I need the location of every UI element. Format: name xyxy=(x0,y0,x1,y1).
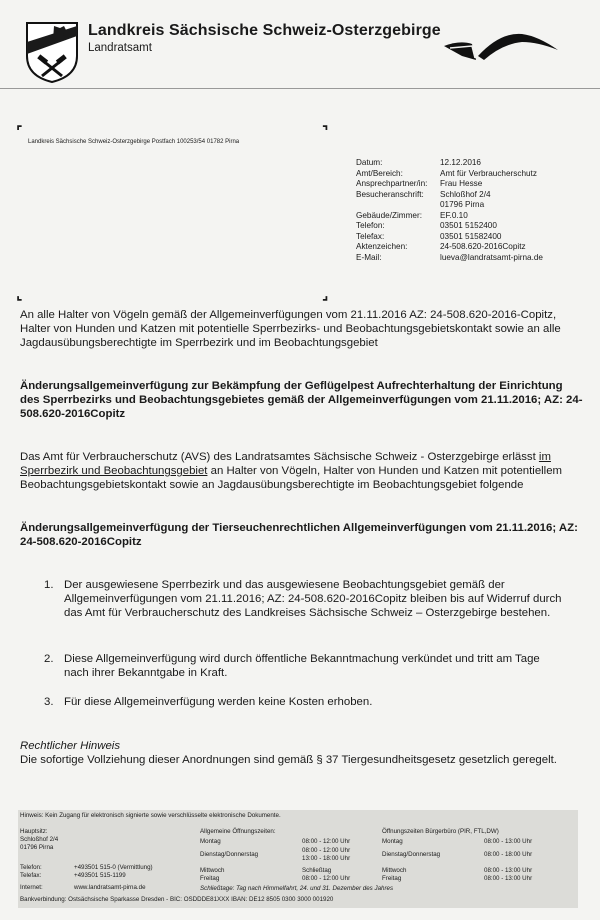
info-value: 24-508.620-2016Copitz xyxy=(440,242,526,251)
bb-time: 08:00 - 13:00 Uhr xyxy=(484,875,533,882)
org-subtitle: Landratsamt xyxy=(88,42,152,54)
corner-mark-bottom-left: ⌞ xyxy=(16,286,23,302)
info-label: E-Mail: xyxy=(356,252,382,262)
info-value: EF.0.10 xyxy=(440,210,468,220)
info-value: Frau Hesse xyxy=(440,179,483,188)
list-item-text: Der ausgewiesene Sperrbezirk und das ausgewiesene Beobachtungsgebiet gemäß der Allgemeinverfügungen vom 21.11.2016; AZ: 24-508.620-2016Copitz bleiben bis auf Widerruf durch das Amt für Verbraucherschutz des Landkreises Sächsische Schweiz – Osterzgebirge bestehen. xyxy=(64,579,562,619)
bb-day: Dienstag/Donnerstag xyxy=(382,851,441,858)
info-label: Datum: xyxy=(356,158,383,167)
hours-title: Allgemeine Öffnungszeiten: xyxy=(200,828,276,835)
info-value: 03501 5152400 xyxy=(440,221,497,230)
website-link[interactable]: www.landratsamt-pirna.de xyxy=(74,884,146,891)
bb-time: 08:00 - 18:00 Uhr xyxy=(484,851,533,858)
citizen-office-title: Öffnungszeiten Bürgerbüro (PIR, FTL,DW) xyxy=(382,828,499,835)
bb-time: 08:00 - 13:00 Uhr xyxy=(484,838,533,845)
hours-time: 08:00 - 12:00 Uhr xyxy=(302,875,351,882)
info-label: Aktenzeichen: xyxy=(356,242,408,251)
list-item-text: Diese Allgemeinverfügung wird durch öffentliche Bekanntmachung verkündet und tritt am Tage nach ihrer Bekanntgabe in Kraft. xyxy=(64,653,540,679)
hours-time: 08:00 - 12:00 Uhr xyxy=(302,847,351,854)
fax-value: +493501 515-1199 xyxy=(74,872,126,879)
addressees: An alle Halter von Vögeln gemäß der Allgemeinverfügungen vom 21.11.2016 AZ: 24-508.620-2016-Copitz, Halter von Hunden und Katzen mit potentielle Sperrbezirks- und Beobachtungsgebietskontakt sowie an alle Jagdausübungsberechtigte im Sperrbezirk und im Beobachtungsgebiet xyxy=(20,309,561,349)
info-label: Telefon: xyxy=(356,221,385,230)
corner-mark-top-right: ⌝ xyxy=(322,123,329,139)
list-item-number: 3. xyxy=(44,696,54,708)
info-label: Ansprechpartner/in: xyxy=(356,179,428,188)
info-row xyxy=(356,211,543,222)
hq-address-1: Schloßhof 2/4 xyxy=(20,836,59,843)
fax-label: Telefax: xyxy=(20,872,42,879)
bb-time: 08:00 - 13:00 Uhr xyxy=(484,867,533,874)
hours-day: Dienstag/Donnerstag xyxy=(200,851,259,858)
phone-value: +493501 515-0 (Vermittlung) xyxy=(74,864,153,871)
info-value: 01796 Pirna xyxy=(440,200,485,209)
info-value: Schloßhof 2/4 xyxy=(440,189,491,199)
info-row xyxy=(356,169,543,180)
info-row xyxy=(356,221,543,232)
legal-notice-title: Rechtlicher Hinweis xyxy=(20,740,121,752)
list-item-number: 1. xyxy=(44,579,54,591)
list-item xyxy=(44,652,564,680)
info-value: lueva@landratsamt-pirna.de xyxy=(440,252,543,262)
list-item xyxy=(44,578,564,620)
info-row xyxy=(356,242,543,253)
org-name: Landkreis Sächsische Schweiz-Osterzgebirge xyxy=(88,22,441,39)
list-item-text: Für diese Allgemeinverfügung werden keine Kosten erhoben. xyxy=(64,696,373,708)
web-label: Internet: xyxy=(20,884,43,891)
info-label: Besucheranschrift: xyxy=(356,189,424,199)
hours-time: 13:00 - 18:00 Uhr xyxy=(302,855,351,862)
hours-day: Montag xyxy=(200,838,221,845)
bank-details: Bankverbindung: Ostsächsische Sparkasse Dresden - BIC: OSDDDE81XXX IBAN: DE12 8505 0300 3000 001920 xyxy=(20,896,334,903)
info-value: 03501 51582400 xyxy=(440,231,502,241)
corner-mark-bottom-right: ⌟ xyxy=(322,286,329,302)
info-value: 12.12.2016 xyxy=(440,158,481,167)
bb-day: Mittwoch xyxy=(382,867,407,874)
corner-mark-top-left: ⌜ xyxy=(16,123,23,139)
coat-of-arms-logo xyxy=(24,20,80,84)
legal-notice-text: Die sofortige Vollziehung dieser Anordnungen sind gemäß § 37 Tiergesundheitsgesetz gesetzlich geregelt. xyxy=(20,754,557,766)
info-row xyxy=(356,200,543,211)
intro-paragraph xyxy=(20,450,585,492)
sender-line: Landkreis Sächsische Schweiz-Osterzgebirge Postfach 100253/54 01782 Pirna xyxy=(28,139,240,145)
info-row xyxy=(356,232,543,243)
info-label: Telefax: xyxy=(356,231,385,241)
header-divider xyxy=(0,88,600,89)
hours-day: Freitag xyxy=(200,875,220,882)
intro-text-a: Das Amt für Verbraucherschutz (AVS) des Landratsamtes Sächsische Schweiz - Osterzgebirge erlässt xyxy=(20,451,539,463)
bb-day: Freitag xyxy=(382,875,402,882)
intro-text-underlined: im Sperrbezirk und Beobachtungsgebiet xyxy=(20,451,551,477)
info-row xyxy=(356,179,543,190)
info-row xyxy=(356,158,543,169)
info-label: Amt/Bereich: xyxy=(356,168,403,178)
hours-time: 08:00 - 12:00 Uhr xyxy=(302,838,351,845)
footer xyxy=(18,810,578,908)
phone-label: Telefon: xyxy=(20,864,42,871)
hq-label: Hauptsitz: xyxy=(20,828,48,835)
heading-secondary: Änderungsallgemeinverfügung der Tierseuchenrechtlichen Allgemeinverfügungen vom 21.11.2016; AZ: 24-508.620-2016Copitz xyxy=(20,522,578,548)
mountain-logo xyxy=(442,26,560,68)
hours-day: Mittwoch xyxy=(200,867,225,874)
hours-time: Schließtag xyxy=(302,867,332,874)
info-value: Amt für Verbraucherschutz xyxy=(440,168,537,178)
hq-address-2: 01796 Pirna xyxy=(20,844,54,851)
closing-days-note: Schließtage: Tag nach Himmelfahrt, 24. und 31. Dezember des Jahres xyxy=(200,885,394,892)
heading-main: Änderungsallgemeinverfügung zur Bekämpfung der Geflügelpest Aufrechterhaltung der Einrichtung des Sperrbezirks und Beobachtungsgebietes gemäß der Allgemeinverfügungen vom 21.11.2016; AZ: 24-508.620-2016Copitz xyxy=(20,380,583,420)
intro-text-b: an Halter von Vögeln, Halter von Hunden und Katzen mit potentiellem Beobachtungsgebietskontakt sowie an Jagdausübungsberechtigte im Beobachtungsgebiet folgende xyxy=(20,465,563,491)
list-item xyxy=(44,695,564,709)
info-row xyxy=(356,190,543,201)
contact-info-table xyxy=(356,158,543,263)
info-row xyxy=(356,253,543,264)
contact-info-block xyxy=(356,158,543,263)
footer-note: Hinweis: Kein Zugang für elektronisch signierte sowie verschlüsselte elektronische Dokumente. xyxy=(20,812,281,819)
bb-day: Montag xyxy=(382,838,403,845)
info-label: Gebäude/Zimmer: xyxy=(356,210,422,220)
info-label xyxy=(356,200,440,211)
list-item-number: 2. xyxy=(44,653,54,665)
